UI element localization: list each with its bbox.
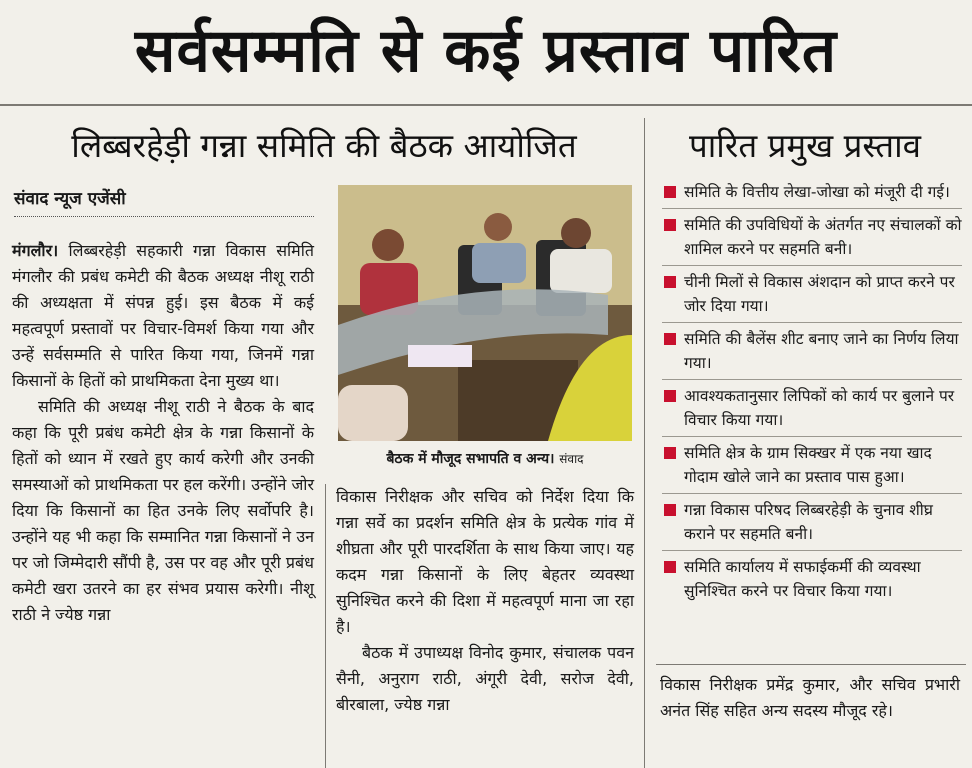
column-divider — [325, 484, 326, 768]
photo-credit: संवाद — [559, 452, 584, 466]
divider — [662, 322, 962, 323]
resolution-item — [662, 213, 962, 261]
resolution-text: चीनी मिलों से विकास अंशदान को प्राप्त करने पर जोर दिया गया। — [684, 273, 955, 315]
resolution-item — [662, 270, 962, 318]
divider — [662, 550, 962, 551]
resolution-text: समिति कार्यालय में सफाईकर्मी की व्यवस्था सुनिश्चित करने पर विचार किया गया। — [684, 558, 921, 600]
divider — [662, 208, 962, 209]
article-column-3 — [660, 672, 960, 724]
divider — [662, 379, 962, 380]
red-square-bullet-icon — [664, 561, 676, 573]
meeting-photo — [338, 185, 632, 441]
sidebar-bottom-rule — [656, 664, 966, 665]
article-text: लिब्बरहेड़ी सहकारी गन्ना विकास समिति मंगलौर की प्रबंध कमेटी की बैठक अध्यक्ष नीशू राठी की अध्यक्षता में संपन्न हुई। इस बैठक में कई महत्वपूर्ण प्रस्तावों पर विचार-विमर्श किया गया और उन्हें सर्वसम्मति से पारित किया गया, जिनमें गन्ना किसानों के हितों को प्राथमिकता देना मुख्य था। — [12, 241, 314, 390]
resolution-text: समिति की उपविधियों के अंतर्गत नए संचालकों को शामिल करने पर सहमति बनी। — [684, 216, 962, 258]
resolution-item — [662, 498, 962, 546]
red-square-bullet-icon — [664, 504, 676, 516]
dateline: मंगलौर। — [12, 241, 59, 260]
divider — [662, 265, 962, 266]
article-column-2 — [336, 484, 634, 718]
resolution-text: आवश्यकतानुसार लिपिकों को कार्य पर बुलाने पर विचार किया गया। — [684, 387, 955, 429]
resolution-item — [662, 555, 962, 603]
article-paragraph: बैठक में उपाध्यक्ष विनोद कुमार, संचालक पवन सैनी, अनुराग राठी, अंगूरी देवी, सरोज देवी, बीरबाला, ज्येष्ठ गन्ना — [336, 643, 634, 714]
photo-caption-text: बैठक में मौजूद सभापति व अन्य। — [386, 451, 555, 467]
sidebar-title: पारित प्रमुख प्रस्ताव — [689, 126, 921, 165]
resolution-text: गन्ना विकास परिषद लिब्बरहेड़ी के चुनाव शीघ्र कराने पर सहमति बनी। — [684, 501, 933, 543]
divider — [662, 493, 962, 494]
resolution-item — [662, 327, 962, 375]
article-paragraph: विकास निरीक्षक प्रमेंद्र कुमार, और सचिव प्रभारी अनंत सिंह सहित अन्य सदस्य मौजूद रहे। — [660, 675, 960, 720]
red-square-bullet-icon — [664, 186, 676, 198]
byline: संवाद न्यूज एजेंसी — [14, 189, 126, 209]
subheadline: लिब्बरहेड़ी गन्ना समिति की बैठक आयोजित — [71, 126, 577, 165]
resolutions-list — [662, 180, 962, 603]
headline: सर्वसम्मति से कई प्रस्ताव पारित — [134, 16, 838, 86]
resolution-item — [662, 384, 962, 432]
red-square-bullet-icon — [664, 219, 676, 231]
resolution-text: समिति की बैलेंस शीट बनाए जाने का निर्णय लिया गया। — [684, 330, 959, 372]
red-square-bullet-icon — [664, 390, 676, 402]
headline-rule — [0, 104, 972, 106]
article-paragraph: समिति की अध्यक्ष नीशू राठी ने बैठक के बाद कहा कि पूरी प्रबंध कमेटी क्षेत्र के गन्ना किसानों के हितों को ध्यान में रखते हुए कार्य करेगी और उनकी समस्याओं को प्राथमिकता पर हल करेंगी। उन्होंने जोर दिया कि किसानों का हित उनके लिए सर्वोपरि है। उन्होंने यह भी कहा कि सम्मानित गन्ना किसानों ने उन पर जो जिम्मेदारी सौंपी है, उस पर वह और पूरी प्रबंध कमेटी खरा उतरने का हर संभव प्रयास करेगी। नीशू राठी ने ज्येष्ठ गन्ना — [12, 397, 314, 624]
red-square-bullet-icon — [664, 333, 676, 345]
red-square-bullet-icon — [664, 276, 676, 288]
red-square-bullet-icon — [664, 447, 676, 459]
article-paragraph — [12, 238, 314, 394]
resolution-text: समिति के वित्तीय लेखा-जोखा को मंजूरी दी गई। — [684, 183, 950, 201]
resolution-item — [662, 441, 962, 489]
article-column-1 — [12, 238, 314, 628]
sidebar-divider — [644, 118, 645, 768]
resolution-text: समिति क्षेत्र के ग्राम सिक्खर में एक नया खाद गोदाम खोले जाने का प्रस्ताव पास हुआ। — [684, 444, 932, 486]
byline-rule — [14, 216, 314, 217]
meeting-photo-illustration — [338, 185, 632, 441]
photo-caption — [338, 446, 632, 472]
resolution-item — [662, 180, 962, 204]
divider — [662, 436, 962, 437]
article-paragraph: विकास निरीक्षक और सचिव को निर्देश दिया कि गन्ना सर्वे का प्रदर्शन समिति क्षेत्र के प्रत्येक गांव में शीघ्रता और पूरी पारदर्शिता के साथ किया जाए। यह कदम गन्ना किसानों के लिए बेहतर व्यवस्था सुनिश्चित करने की दिशा में महत्वपूर्ण माना जा रहा है। — [336, 487, 634, 636]
